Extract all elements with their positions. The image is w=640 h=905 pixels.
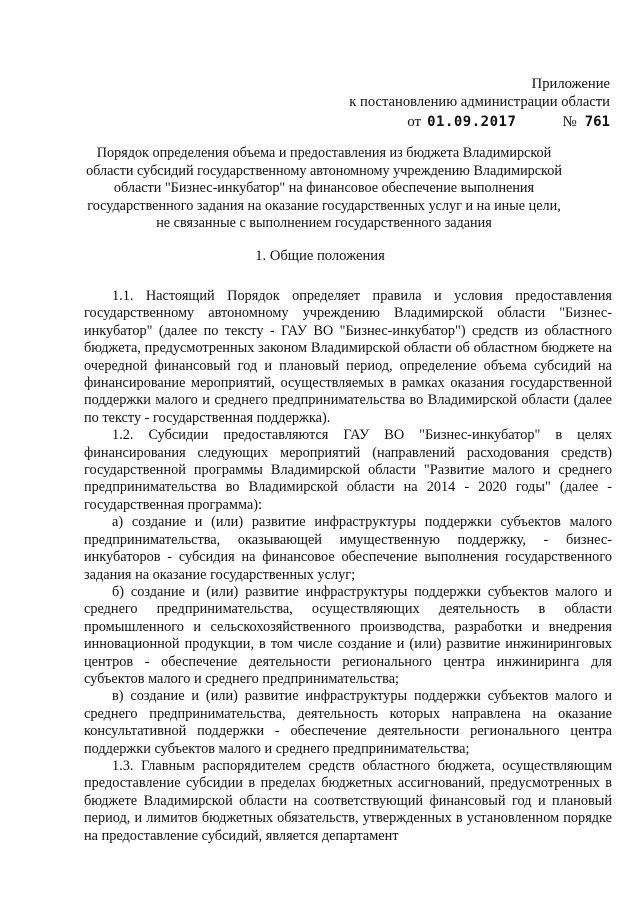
section-heading: 1. Общие положения — [255, 248, 385, 264]
date-number-line — [349, 114, 610, 132]
paragraph-item-b: б) создание и (или) развитие инфраструктуры поддержки субъектов малого и среднего предпринимательства, осуществляющих деятельность в области промышленного и сельскохозяйственного производства, разработки и внедрения инновационной продукции, в том числе создание и (или) развитие инжиниринговых центров - обеспечение деятельности регионального центра инжиниринга для субъектов малого и среднего предпринимательства; — [84, 583, 612, 687]
appendix-reference: к постановлению администрации области — [349, 93, 610, 110]
paragraph-1-2: 1.2. Субсидии предоставляются ГАУ ВО "Бизнес-инкубатор" в целях финансирования следующих мероприятий (направлений расходования средств) государственной программы Владимирской области "Развитие малого и среднего предпринимательства во Владимирской области на 2014 - 2020 годы" (далее - государственная программа): — [84, 427, 612, 513]
number-label: № — [562, 114, 577, 130]
paragraph-item-a: а) создание и (или) развитие инфраструктуры поддержки субъектов малого предпринимательства, оказывающей имущественную поддержку, - бизнес-инкубаторов - субсидия на финансовое обеспечение выполнения государственного задания на оказание государственных услуг; — [84, 514, 612, 583]
appendix-header — [349, 76, 610, 132]
document-title: Порядок определения объема и предоставления из бюджета Владимирской области субсидий государственному автономному учреждению Владимирской области "Бизнес-инкубатор" на финансовое обеспечение выполнения государственного задания на оказание государственных услуг и на иные цели, не связанные с выполнением государственного задания — [86, 145, 562, 231]
document-body — [84, 288, 612, 845]
decree-number: 761 — [584, 114, 610, 130]
paragraph-1-3: 1.3. Главным распорядителем средств областного бюджета, осуществляющим предоставление субсидии в пределах бюджетных ассигнований, предусмотренных в бюджете Владимирской области на соответствующий финансовый год и плановый период, и лимитов бюджетных обязательств, утвержденных в установленном порядке на предоставление субсидий, является департамент — [84, 757, 612, 844]
paragraph-item-v: в) создание и (или) развитие инфраструктуры поддержки субъектов малого и среднего предпринимательства, деятельность которых направлена на оказание консультативной поддержки - обеспечение деятельности регионального центра поддержки субъектов малого и среднего предпринимательства; — [84, 688, 612, 757]
paragraph-1-1: 1.1. Настоящий Порядок определяет правила и условия предоставления государственному автономному учреждению Владимирской области "Бизнес-инкубатор" (далее по тексту - ГАУ ВО "Бизнес-инкубатор") средств из областного бюджета, предусмотренных законом Владимирской области об областном бюджете на очередной финансовый год и плановый период, определение объема субсидий на финансирование мероприятий, осуществляемых в рамках оказания государственной поддержки малого и среднего предпринимательства во Владимирской области (далее по тексту - государственная поддержка). — [84, 288, 612, 426]
date-prefix: от — [407, 114, 422, 130]
appendix-label: Приложение — [531, 76, 610, 92]
decree-date: 01.09.2017 — [427, 114, 517, 130]
